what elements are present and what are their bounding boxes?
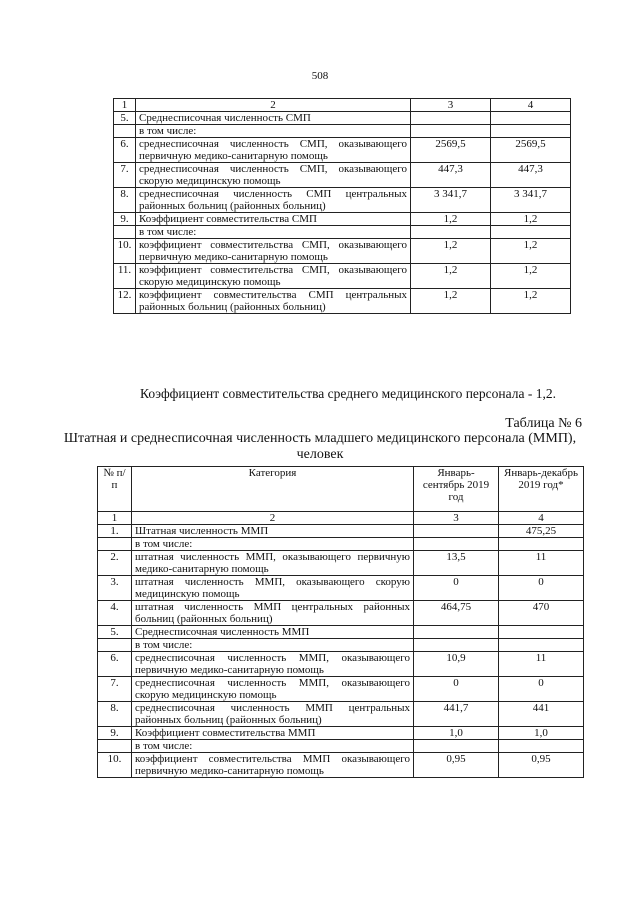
table-row [98, 702, 584, 727]
index-cell: 1 [98, 512, 132, 525]
index-cell: 3 [411, 99, 491, 112]
row-value-jan-sep: 10,9 [414, 652, 499, 677]
table-row [114, 226, 571, 239]
row-value-jan-sep: 13,5 [414, 551, 499, 576]
table-index-row [114, 99, 571, 112]
row-value-jan-sep [414, 525, 499, 538]
row-number: 7. [98, 677, 132, 702]
row-number: 8. [114, 188, 136, 213]
staff-table-smp-body [114, 99, 571, 314]
row-label: среднесписочная численность СМП, оказывающего скорую медицинскую помощь [136, 163, 411, 188]
row-value-jan-sep [414, 639, 499, 652]
row-label: среднесписочная численность СМП центральных районных больниц (районных больниц) [136, 188, 411, 213]
row-label: среднесписочная численность СМП, оказывающего первичную медико-санитарную помощь [136, 138, 411, 163]
table-title: Штатная и среднесписочная численность младшего медицинского персонала (ММП), человек [63, 431, 577, 462]
table-row [98, 677, 584, 702]
row-label: коэффициент совместительства СМП центральных районных больниц (районных больниц) [136, 289, 411, 314]
row-value-jan-sep: 0 [414, 677, 499, 702]
row-label: в том числе: [136, 125, 411, 138]
table-label: Таблица № 6 [505, 416, 582, 431]
row-label: Коэффициент совместительства СМП [136, 213, 411, 226]
table-index-row [98, 512, 584, 525]
table-header-row [98, 467, 584, 512]
header-category: Категория [132, 467, 414, 512]
row-number: 5. [98, 626, 132, 639]
row-label: Среднесписочная численность СМП [136, 112, 411, 125]
row-value-jan-sep [414, 740, 499, 753]
row-number: 9. [98, 727, 132, 740]
row-value-jan-sep: 464,75 [414, 601, 499, 626]
row-value-jan-dec: 1,2 [491, 213, 571, 226]
row-value-jan-sep: 1,2 [411, 213, 491, 226]
header-jan-dec: Январь-декабрь 2019 год* [499, 467, 584, 512]
row-value-jan-dec [491, 125, 571, 138]
table-row [114, 125, 571, 138]
table-row [98, 727, 584, 740]
row-value-jan-dec: 1,2 [491, 239, 571, 264]
row-value-jan-dec: 470 [499, 601, 584, 626]
row-value-jan-dec [499, 740, 584, 753]
row-value-jan-sep: 447,3 [411, 163, 491, 188]
row-label: среднесписочная численность ММП, оказывающего первичную медико-санитарную помощь [132, 652, 414, 677]
row-value-jan-dec [491, 112, 571, 125]
row-number: 3. [98, 576, 132, 601]
row-number: 10. [114, 239, 136, 264]
staff-table-mmp-body [98, 467, 584, 778]
table-row [98, 639, 584, 652]
table-row [114, 138, 571, 163]
row-label: в том числе: [136, 226, 411, 239]
row-value-jan-sep: 441,7 [414, 702, 499, 727]
row-value-jan-dec [491, 226, 571, 239]
header-number: № п/п [98, 467, 132, 512]
row-value-jan-dec: 11 [499, 652, 584, 677]
index-cell: 3 [414, 512, 499, 525]
row-value-jan-dec: 0 [499, 677, 584, 702]
row-label: штатная численность ММП, оказывающего скорую медицинскую помощь [132, 576, 414, 601]
table-row [98, 538, 584, 551]
row-number [98, 740, 132, 753]
row-number [114, 226, 136, 239]
table-row [114, 163, 571, 188]
row-value-jan-sep [411, 112, 491, 125]
row-value-jan-sep: 1,0 [414, 727, 499, 740]
row-value-jan-sep [414, 626, 499, 639]
combination-coefficient-note: Коэффициент совместительства среднего медицинского персонала - 1,2. [140, 386, 556, 401]
row-value-jan-dec [499, 538, 584, 551]
row-number: 6. [98, 652, 132, 677]
row-value-jan-sep: 3 341,7 [411, 188, 491, 213]
row-value-jan-sep: 1,2 [411, 289, 491, 314]
row-label: в том числе: [132, 740, 414, 753]
row-number: 12. [114, 289, 136, 314]
row-value-jan-dec [499, 626, 584, 639]
table-row [114, 188, 571, 213]
row-value-jan-sep: 0,95 [414, 753, 499, 778]
table-row [98, 525, 584, 538]
table-row [98, 601, 584, 626]
table-row [114, 112, 571, 125]
row-label: Среднесписочная численность ММП [132, 626, 414, 639]
row-number: 9. [114, 213, 136, 226]
row-value-jan-dec: 1,2 [491, 264, 571, 289]
row-value-jan-dec: 0 [499, 576, 584, 601]
row-label: среднесписочная численность ММП центральных районных больниц (районных больниц) [132, 702, 414, 727]
row-label: штатная численность ММП, оказывающего первичную медико-санитарную помощь [132, 551, 414, 576]
row-label: в том числе: [132, 639, 414, 652]
table-row [114, 239, 571, 264]
table-row [98, 626, 584, 639]
row-value-jan-dec: 1,0 [499, 727, 584, 740]
row-value-jan-sep: 1,2 [411, 239, 491, 264]
row-label: среднесписочная численность ММП, оказывающего скорую медицинскую помощь [132, 677, 414, 702]
row-label: коэффициент совместительства ММП оказывающего первичную медико-санитарную помощь [132, 753, 414, 778]
row-number: 6. [114, 138, 136, 163]
row-value-jan-sep [411, 125, 491, 138]
row-number [98, 639, 132, 652]
staff-table-smp [113, 98, 571, 314]
table-row [98, 576, 584, 601]
row-value-jan-dec [499, 639, 584, 652]
row-label: штатная численность ММП центральных районных больниц (районных больниц) [132, 601, 414, 626]
index-cell: 2 [132, 512, 414, 525]
row-value-jan-dec: 475,25 [499, 525, 584, 538]
row-label: Коэффициент совместительства ММП [132, 727, 414, 740]
row-number [114, 125, 136, 138]
row-number: 1. [98, 525, 132, 538]
row-label: в том числе: [132, 538, 414, 551]
row-value-jan-sep: 1,2 [411, 264, 491, 289]
index-cell: 4 [491, 99, 571, 112]
row-value-jan-dec: 2569,5 [491, 138, 571, 163]
table-row [98, 652, 584, 677]
row-number: 11. [114, 264, 136, 289]
row-number: 8. [98, 702, 132, 727]
row-value-jan-sep [411, 226, 491, 239]
table-row [98, 740, 584, 753]
page-number: 508 [311, 70, 329, 82]
table-row [114, 264, 571, 289]
row-label: коэффициент совместительства СМП, оказывающего скорую медицинскую помощь [136, 264, 411, 289]
row-value-jan-dec: 441 [499, 702, 584, 727]
table-row [98, 551, 584, 576]
row-value-jan-dec: 11 [499, 551, 584, 576]
row-number: 5. [114, 112, 136, 125]
row-number [98, 538, 132, 551]
row-number: 7. [114, 163, 136, 188]
index-cell: 4 [499, 512, 584, 525]
row-value-jan-dec: 0,95 [499, 753, 584, 778]
row-label: коэффициент совместительства СМП, оказывающего первичную медико-санитарную помощь [136, 239, 411, 264]
row-value-jan-dec: 3 341,7 [491, 188, 571, 213]
row-value-jan-sep [414, 538, 499, 551]
row-number: 4. [98, 601, 132, 626]
table-row [98, 753, 584, 778]
staff-table-mmp [97, 466, 584, 778]
row-value-jan-sep: 0 [414, 576, 499, 601]
row-value-jan-sep: 2569,5 [411, 138, 491, 163]
index-cell: 1 [114, 99, 136, 112]
header-jan-sep: Январь-сентябрь 2019 год [414, 467, 499, 512]
table-row [114, 289, 571, 314]
row-value-jan-dec: 447,3 [491, 163, 571, 188]
row-label: Штатная численность ММП [132, 525, 414, 538]
row-value-jan-dec: 1,2 [491, 289, 571, 314]
table-row [114, 213, 571, 226]
index-cell: 2 [136, 99, 411, 112]
row-number: 2. [98, 551, 132, 576]
row-number: 10. [98, 753, 132, 778]
